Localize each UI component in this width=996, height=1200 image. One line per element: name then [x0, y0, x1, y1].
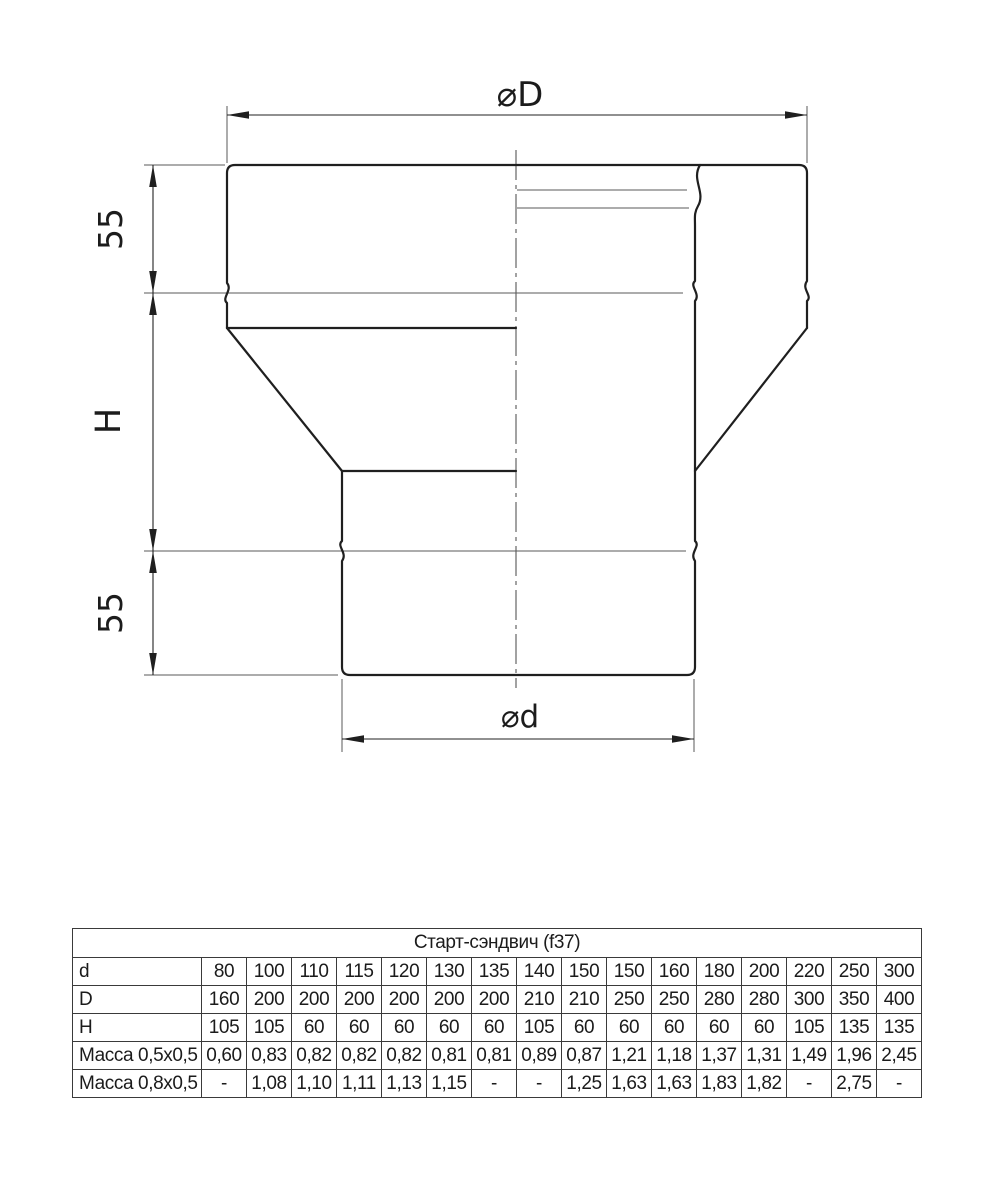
cone-left-slant: [227, 328, 342, 471]
table-cell: 0,82: [381, 1042, 426, 1069]
table-cell: 0,81: [426, 1042, 471, 1069]
table-cell: 1,25: [561, 1070, 606, 1097]
table-cell: 135: [876, 1014, 921, 1041]
table-cell: 60: [381, 1014, 426, 1041]
table-cell: 60: [606, 1014, 651, 1041]
table-cell: 1,96: [831, 1042, 876, 1069]
table-cell: 60: [696, 1014, 741, 1041]
table-cell: 130: [426, 958, 471, 985]
table-cell: 160: [651, 958, 696, 985]
table-cell: 1,37: [696, 1042, 741, 1069]
table-cell: 220: [786, 958, 831, 985]
table-cell: 1,18: [651, 1042, 696, 1069]
table-cell: 105: [786, 1014, 831, 1041]
table-cell: 1,63: [651, 1070, 696, 1097]
table-cell: 250: [606, 986, 651, 1013]
table-cell: 105: [516, 1014, 561, 1041]
arrow-h-j1-up: [149, 293, 157, 315]
table-cell: 300: [876, 958, 921, 985]
top-height-label: 55: [91, 208, 130, 250]
table-cell: 250: [651, 986, 696, 1013]
table-cell: -: [471, 1070, 516, 1097]
table-cell: 1,11: [336, 1070, 381, 1097]
table-cell: 1,83: [696, 1070, 741, 1097]
table-cell: 1,63: [606, 1070, 651, 1097]
table-cell: -: [516, 1070, 561, 1097]
table-cell: 1,21: [606, 1042, 651, 1069]
bottom-height-label: 55: [91, 592, 130, 634]
table-cell: 210: [561, 986, 606, 1013]
table-cell: 0,87: [561, 1042, 606, 1069]
table-cell: 0,83: [246, 1042, 291, 1069]
table-cell: 140: [516, 958, 561, 985]
table-cell: 0,82: [291, 1042, 336, 1069]
table-cell: 2,45: [876, 1042, 921, 1069]
table-cell: 200: [426, 986, 471, 1013]
table-cell: 400: [876, 986, 921, 1013]
row-label: H: [79, 1017, 93, 1038]
table-cell: 2,75: [831, 1070, 876, 1097]
arrow-h-bottom-down: [149, 653, 157, 675]
table-row: [73, 985, 921, 1013]
table-cell: 60: [741, 1014, 786, 1041]
arrow-h-j1-down: [149, 271, 157, 293]
table-row: [73, 957, 921, 985]
table-cell: 150: [606, 958, 651, 985]
table-cell: 0,82: [336, 1042, 381, 1069]
row-label: d: [79, 961, 90, 982]
table-cell: 105: [246, 1014, 291, 1041]
table-cell: 1,10: [291, 1070, 336, 1097]
outer-shell-top: [225, 165, 808, 328]
table-cell: -: [786, 1070, 831, 1097]
table-cell: 1,82: [741, 1070, 786, 1097]
table-cell: 200: [741, 958, 786, 985]
table-cell: 1,31: [741, 1042, 786, 1069]
bottom-cylinder: [340, 471, 696, 675]
table-cell: 100: [246, 958, 291, 985]
cone-right-slant: [695, 328, 807, 471]
table-cell: 60: [561, 1014, 606, 1041]
table-cell: 180: [696, 958, 741, 985]
table-cell: 280: [696, 986, 741, 1013]
body-height-label: H: [89, 407, 129, 435]
table-cell: 250: [831, 958, 876, 985]
arrow-smalld-left: [342, 735, 364, 743]
table-row: [73, 1013, 921, 1041]
table-cell: 80: [201, 958, 246, 985]
table-cell: 150: [561, 958, 606, 985]
table-cell: 60: [291, 1014, 336, 1041]
table-cell: -: [876, 1070, 921, 1097]
table-cell: 110: [291, 958, 336, 985]
spec-table-title: Старт-сэндвич (f37): [413, 932, 581, 953]
arrow-d-left: [227, 111, 249, 119]
arrow-h-top-up: [149, 165, 157, 187]
table-cell: 1,49: [786, 1042, 831, 1069]
spec-table-body: [73, 957, 921, 1097]
table-cell: 60: [651, 1014, 696, 1041]
table-cell: 60: [471, 1014, 516, 1041]
table-cell: 60: [336, 1014, 381, 1041]
table-cell: 0,89: [516, 1042, 561, 1069]
table-cell: 0,60: [201, 1042, 246, 1069]
inner-pipe-line: [693, 165, 700, 471]
table-cell: 300: [786, 986, 831, 1013]
arrow-smalld-right: [672, 735, 694, 743]
table-cell: 280: [741, 986, 786, 1013]
table-row: [73, 1069, 921, 1097]
arrow-h-j2-up: [149, 551, 157, 573]
table-cell: 0,81: [471, 1042, 516, 1069]
table-cell: -: [201, 1070, 246, 1097]
table-cell: 120: [381, 958, 426, 985]
row-label: D: [79, 989, 93, 1010]
arrow-d-right: [785, 111, 807, 119]
row-label: Масса 0,5x0,5: [79, 1045, 198, 1066]
inner-diameter-label: ⌀d: [500, 699, 540, 735]
table-row: [73, 1041, 921, 1069]
table-cell: 200: [381, 986, 426, 1013]
table-cell: 200: [336, 986, 381, 1013]
table-cell: 160: [201, 986, 246, 1013]
row-label: Масса 0,8x0,5: [79, 1073, 198, 1094]
table-cell: 210: [516, 986, 561, 1013]
table-cell: 60: [426, 1014, 471, 1041]
spec-table: [72, 928, 922, 1098]
outer-diameter-label: ⌀D: [496, 75, 544, 115]
table-cell: 1,08: [246, 1070, 291, 1097]
table-cell: 350: [831, 986, 876, 1013]
table-cell: 105: [201, 1014, 246, 1041]
table-cell: 1,15: [426, 1070, 471, 1097]
arrow-h-j2-down: [149, 529, 157, 551]
table-cell: 200: [291, 986, 336, 1013]
table-cell: 115: [336, 958, 381, 985]
table-cell: 200: [246, 986, 291, 1013]
table-cell: 1,13: [381, 1070, 426, 1097]
table-cell: 135: [831, 1014, 876, 1041]
table-cell: 200: [471, 986, 516, 1013]
table-cell: 135: [471, 958, 516, 985]
